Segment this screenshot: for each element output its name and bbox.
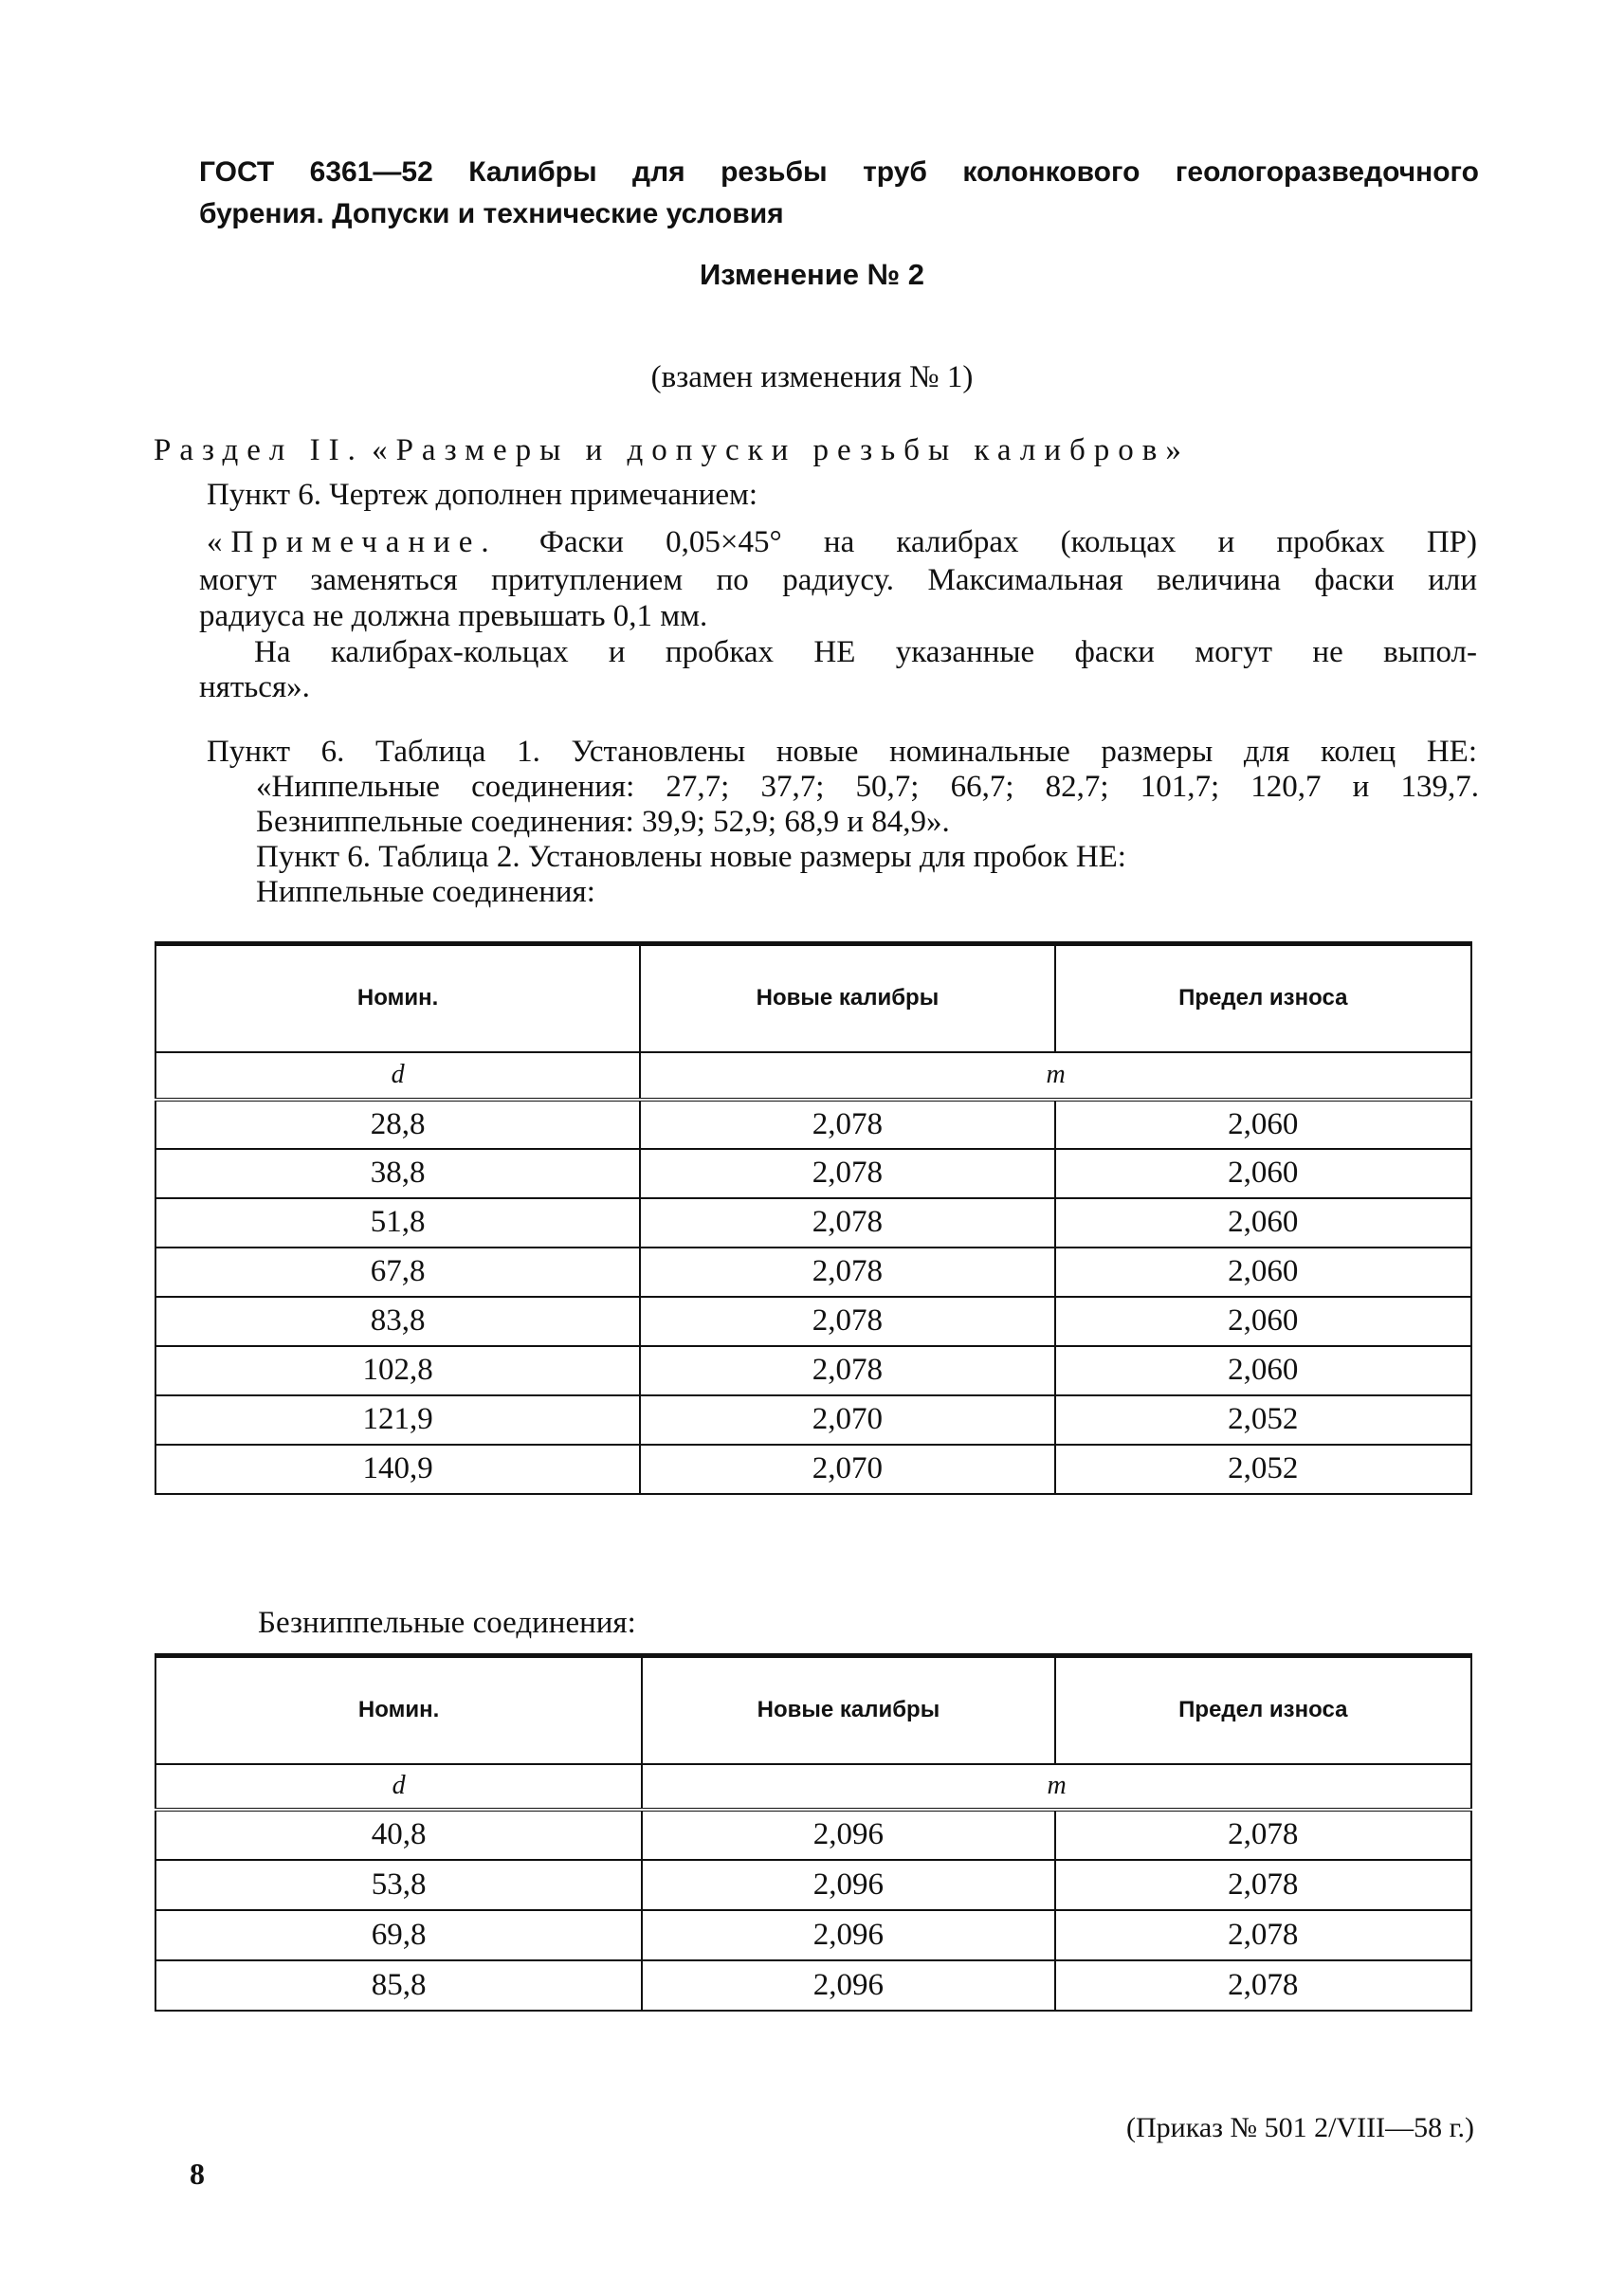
table1-cell-limit: 2,052 <box>1055 1395 1471 1445</box>
table1-cell-limit: 2,060 <box>1055 1100 1471 1149</box>
note-line-2: могут заменяться притуплением по радиусу. Максимальная величина фаски или <box>199 563 1477 597</box>
replace-label: (взамен изменения № 1) <box>650 360 974 394</box>
table2-cell-nominal: 40,8 <box>155 1810 642 1860</box>
table1-cell-nominal: 28,8 <box>155 1100 640 1149</box>
table2-cell-new: 2,096 <box>642 1860 1054 1910</box>
page-number: 8 <box>190 2157 205 2191</box>
table2-cell-limit: 2,078 <box>1055 1810 1471 1860</box>
table2-header-nominal: Номин. <box>357 1697 440 1723</box>
table1-cell-limit: 2,060 <box>1055 1297 1471 1346</box>
note-line-1-rest: Фаски 0,05×45° на калибрах (кольцах и пробках ПР) <box>538 525 1477 559</box>
note-word: «Примечание. <box>207 525 498 559</box>
note-line-4: На калибрах-кольцах и пробках НЕ указанные фаски могут не выпол- <box>254 635 1477 669</box>
table-row <box>155 1198 1471 1248</box>
table1-symbol-d: d <box>155 1052 640 1100</box>
point-2-line-1: Пункт 6. Таблица 1. Установлены новые номинальные размеры для колец НЕ: <box>207 735 1477 769</box>
change-label: Изменение № 2 <box>699 258 925 291</box>
table-row <box>155 1860 1471 1910</box>
table-row <box>155 1810 1471 1860</box>
point-2-line-2: «Ниппельные соединения: 27,7; 37,7; 50,7; 66,7; 82,7; 101,7; 120,7 и 139,7. <box>256 770 1479 804</box>
point-1: Пункт 6. Чертеж дополнен примечанием: <box>207 478 758 512</box>
table1-cell-limit: 2,060 <box>1055 1346 1471 1395</box>
point-2-line-3: Безниппельные соединения: 39,9; 52,9; 68,9 и 84,9». <box>256 805 950 839</box>
table1-header-new-gauges: Новые калибры <box>640 944 1054 1052</box>
table-nipple-joints <box>155 941 1472 1495</box>
table2-cell-limit: 2,078 <box>1055 1960 1471 2011</box>
table-nippleless-joints <box>155 1653 1472 2012</box>
table2-cell-nominal: 53,8 <box>155 1860 642 1910</box>
table-row <box>155 1346 1471 1395</box>
table2-cell-nominal: 85,8 <box>155 1960 642 2011</box>
table2-symbol-d: d <box>155 1764 642 1810</box>
table2-cell-nominal: 69,8 <box>155 1910 642 1960</box>
table-row <box>155 1297 1471 1346</box>
table1-cell-nominal: 67,8 <box>155 1248 640 1297</box>
table2-cell-limit: 2,078 <box>1055 1860 1471 1910</box>
table1-symbol-m: m <box>640 1052 1471 1100</box>
title-line-1: ГОСТ 6361—52 Калибры для резьбы труб колонкового геологоразведочного <box>199 156 1479 188</box>
table1-header-wear-limit: Предел износа <box>1055 944 1471 1052</box>
note-line-5: няться». <box>199 670 310 704</box>
table1-cell-new: 2,078 <box>640 1297 1054 1346</box>
table-row <box>155 1248 1471 1297</box>
table1-cell-new: 2,070 <box>640 1395 1054 1445</box>
table1-cell-limit: 2,060 <box>1055 1198 1471 1248</box>
table1-cell-nominal: 121,9 <box>155 1395 640 1445</box>
section-heading-title: «Размеры и допуски резьбы калибров» <box>372 433 1190 467</box>
table-row <box>155 1149 1471 1198</box>
table1-cell-new: 2,078 <box>640 1100 1054 1149</box>
table-row <box>155 1960 1471 2011</box>
table2-symbol-m: m <box>642 1764 1471 1810</box>
note-line-1 <box>207 523 1477 561</box>
table1-cell-limit: 2,060 <box>1055 1149 1471 1198</box>
table1-cell-limit: 2,060 <box>1055 1248 1471 1297</box>
section-heading-prefix: Раздел II. <box>154 433 364 467</box>
table1-cell-nominal: 38,8 <box>155 1149 640 1198</box>
order-reference: (Приказ № 501 2/VIII—58 г.) <box>1125 2112 1474 2143</box>
table1-cell-new: 2,078 <box>640 1346 1054 1395</box>
table1-cell-nominal: 51,8 <box>155 1198 640 1248</box>
table-row <box>155 1445 1471 1494</box>
table2-cell-new: 2,096 <box>642 1810 1054 1860</box>
table1-cell-limit: 2,052 <box>1055 1445 1471 1494</box>
table1-cell-new: 2,078 <box>640 1149 1054 1198</box>
point-3-line-1: Пункт 6. Таблица 2. Установлены новые размеры для пробок НЕ: <box>256 840 1126 874</box>
table-row <box>155 1910 1471 1960</box>
table1-header-nominal: Номин. <box>356 985 439 1011</box>
document-title <box>199 152 1479 235</box>
table2-header-wear-limit: Предел износа <box>1055 1656 1471 1764</box>
table1-cell-nominal: 102,8 <box>155 1346 640 1395</box>
table1-cell-nominal: 140,9 <box>155 1445 640 1494</box>
section-heading <box>154 431 1190 469</box>
table1-cell-new: 2,078 <box>640 1248 1054 1297</box>
table1-cell-nominal: 83,8 <box>155 1297 640 1346</box>
table-row <box>155 1395 1471 1445</box>
table2-cell-new: 2,096 <box>642 1910 1054 1960</box>
title-line-2: бурения. Допуски и технические условия <box>199 198 784 229</box>
note-line-3: радиуса не должна превышать 0,1 мм. <box>199 599 708 633</box>
table2-cell-new: 2,096 <box>642 1960 1054 2011</box>
table2-header-new-gauges: Новые калибры <box>642 1656 1054 1764</box>
point-3-line-2: Ниппельные соединения: <box>256 875 595 909</box>
table2-cell-limit: 2,078 <box>1055 1910 1471 1960</box>
table-row <box>155 1100 1471 1149</box>
table2-label: Безниппельные соединения: <box>258 1606 636 1640</box>
table1-cell-new: 2,078 <box>640 1198 1054 1248</box>
table1-cell-new: 2,070 <box>640 1445 1054 1494</box>
